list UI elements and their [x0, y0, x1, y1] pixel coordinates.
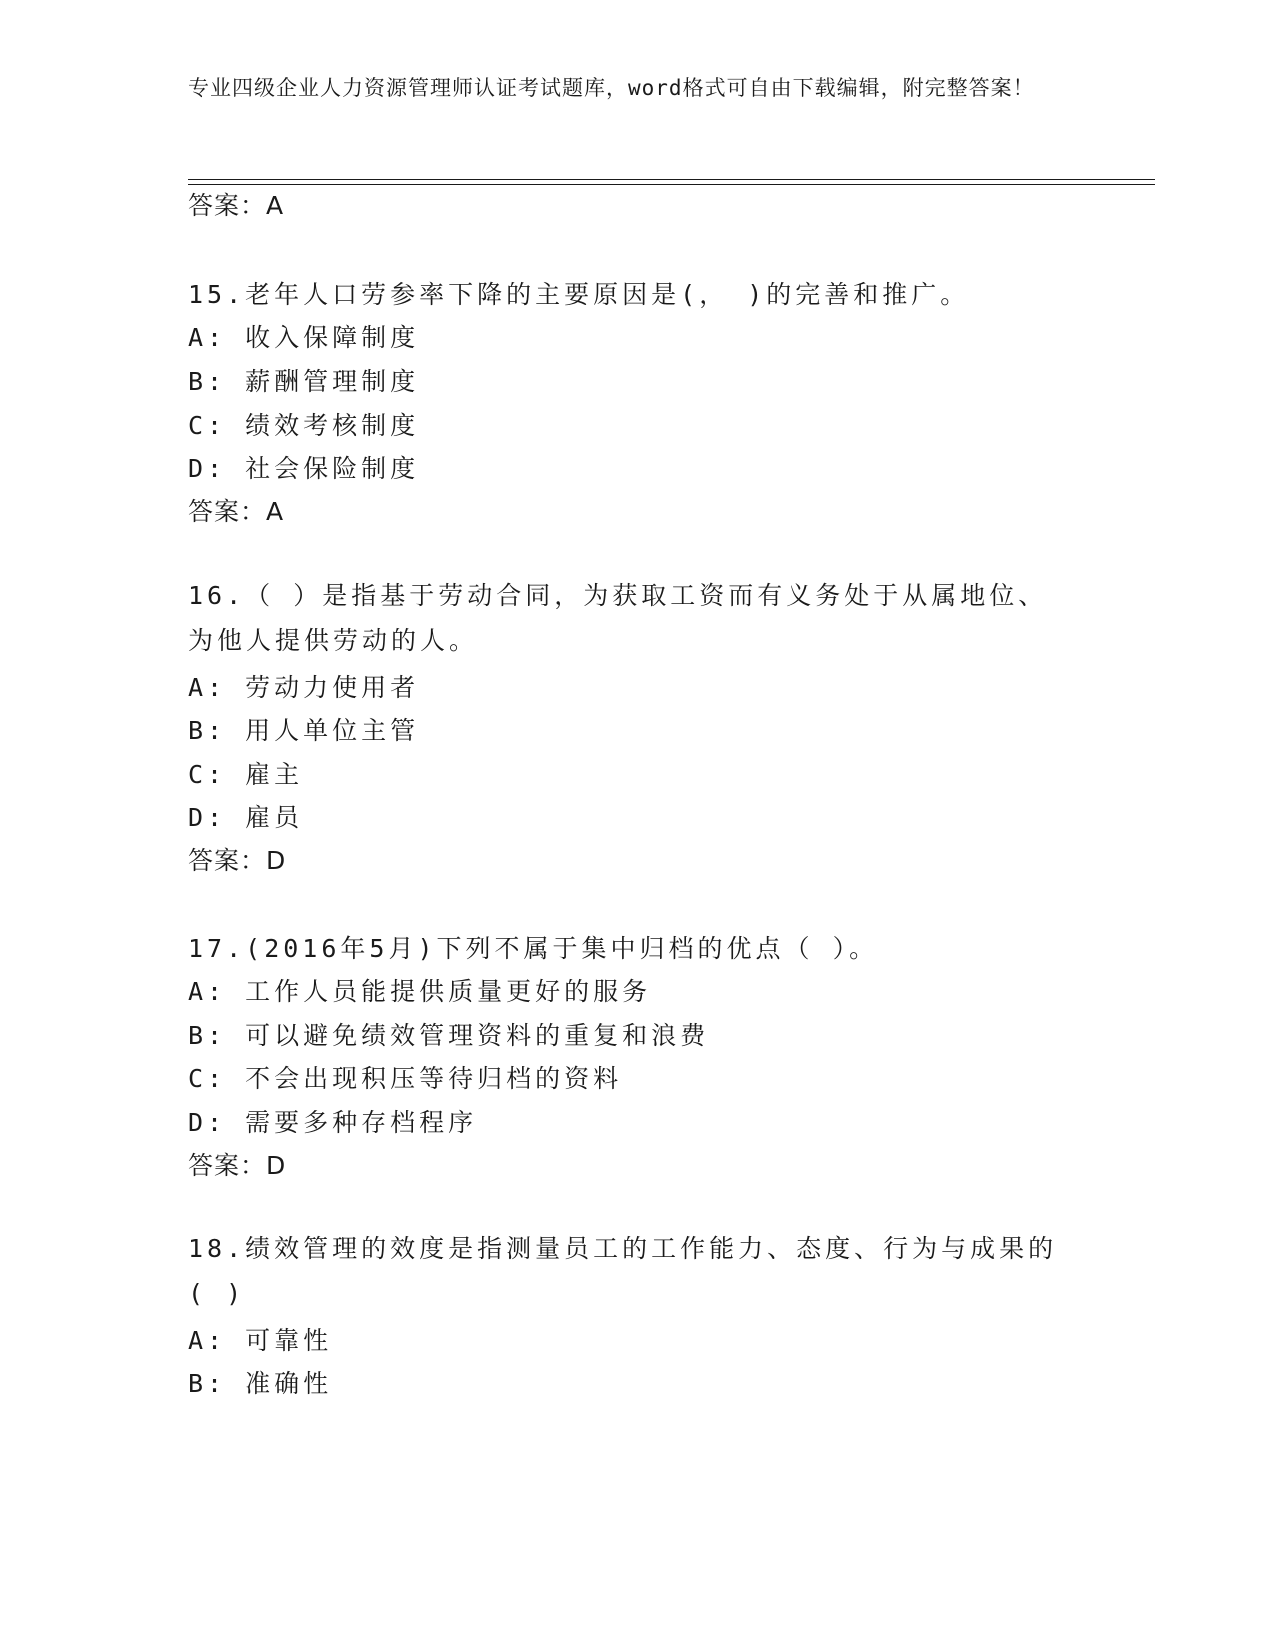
option-b: B: 用人单位主管 [188, 716, 420, 745]
option-c: C: 雇主 [188, 760, 304, 789]
option-d: D: 社会保险制度 [188, 454, 420, 483]
option-c: C: 不会出现积压等待归档的资料 [188, 1064, 623, 1093]
question-stem: 15.老年人口劳参率下降的主要原因是(， )的完善和推广。 [188, 280, 970, 309]
option-b: B: 可以避免绩效管理资料的重复和浪费 [188, 1021, 710, 1050]
answer-line: 答案：D [188, 846, 287, 875]
option-b: B: 薪酬管理制度 [188, 367, 420, 396]
option-a: A: 工作人员能提供质量更好的服务 [188, 977, 652, 1006]
option-d: D: 需要多种存档程序 [188, 1108, 478, 1137]
option-c: C: 绩效考核制度 [188, 411, 420, 440]
option-d: D: 雇员 [188, 803, 304, 832]
question-stem: 18.绩效管理的效度是指测量员工的工作能力、态度、行为与成果的( ) [188, 1234, 1058, 1308]
answer-line: 答案：A [188, 497, 285, 526]
option-a: A: 劳动力使用者 [188, 673, 420, 702]
question-stem: 16.（ ）是指基于劳动合同，为获取工资而有义务处于从属地位、为他人提供劳动的人。 [188, 581, 1048, 655]
header-divider-bottom [188, 184, 1155, 185]
answer-line: 答案：D [188, 1151, 287, 1180]
header-divider-top [188, 179, 1155, 180]
option-a: A: 收入保障制度 [188, 323, 420, 352]
answer-line: 答案：A [188, 191, 285, 220]
document-header: 专业四级企业人力资源管理师认证考试题库，word格式可自由下载编辑，附完整答案！ [188, 76, 1035, 100]
question-stem: 17.(2016年5月)下列不属于集中归档的优点（ ）。 [188, 934, 879, 963]
option-a: A: 可靠性 [188, 1326, 333, 1355]
option-b: B: 准确性 [188, 1369, 333, 1398]
